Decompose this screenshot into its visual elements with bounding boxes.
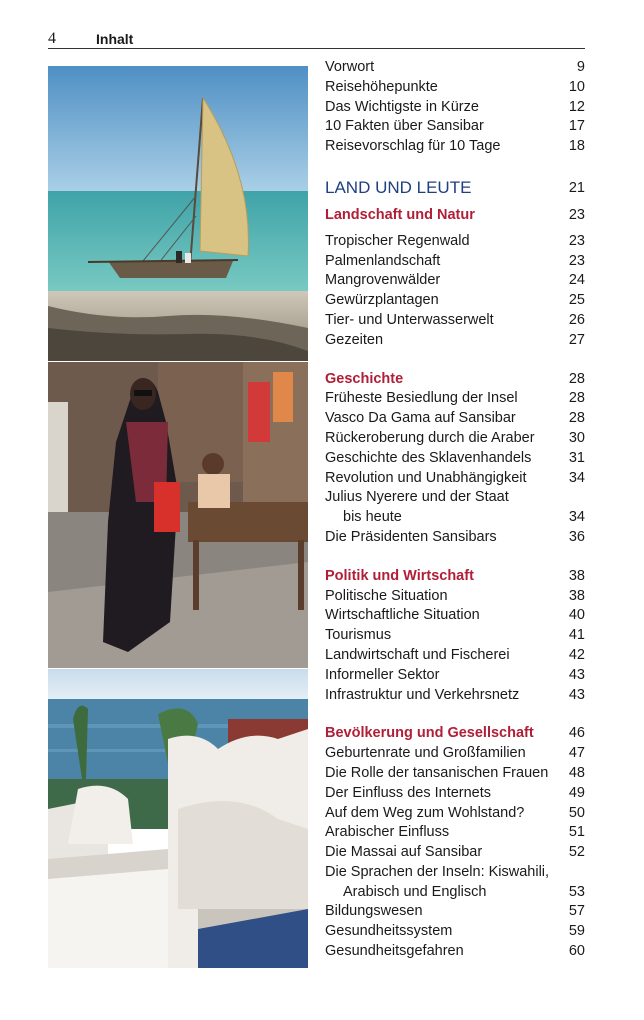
toc-title: Reisevorschlag für 10 Tage bbox=[325, 138, 501, 155]
toc-page-number: 53 bbox=[568, 883, 585, 900]
toc-page-number: 43 bbox=[568, 686, 585, 703]
toc-spacer bbox=[325, 548, 585, 567]
toc-page-number: 24 bbox=[568, 272, 585, 289]
toc-title: Landschaft und Natur bbox=[325, 206, 475, 223]
toc-spacer bbox=[325, 157, 585, 176]
toc-title: Julius Nyerere und der Staat bbox=[325, 489, 509, 506]
toc-spacer bbox=[325, 705, 585, 724]
toc-page-number: 31 bbox=[568, 449, 585, 466]
toc-entry[interactable] bbox=[325, 469, 585, 489]
toc-spacer bbox=[325, 351, 585, 370]
toc-entry[interactable] bbox=[325, 666, 585, 686]
toc-page-number: 51 bbox=[568, 824, 585, 841]
toc-page-number: 60 bbox=[568, 943, 585, 960]
toc-title: Vasco Da Gama auf Sansibar bbox=[325, 410, 516, 427]
toc-title: Reisehöhepunkte bbox=[325, 78, 438, 95]
toc-page-number: 27 bbox=[568, 331, 585, 348]
toc-title: Das Wichtigste in Kürze bbox=[325, 98, 479, 115]
toc-entry[interactable] bbox=[325, 252, 585, 272]
toc-title: Rückeroberung durch die Araber bbox=[325, 429, 535, 446]
woman-in-street-photo bbox=[48, 362, 308, 668]
toc-page-number: 34 bbox=[568, 509, 585, 526]
toc-page-number: 49 bbox=[568, 784, 585, 801]
toc-page-number: 42 bbox=[568, 646, 585, 663]
toc-entry[interactable] bbox=[325, 488, 585, 508]
toc-title: Arabischer Einfluss bbox=[325, 824, 450, 841]
toc-title: Informeller Sektor bbox=[325, 666, 440, 683]
toc-entry[interactable] bbox=[325, 922, 585, 942]
page-header bbox=[48, 30, 585, 49]
toc-entry[interactable] bbox=[325, 843, 585, 863]
toc-page-number: 18 bbox=[568, 138, 585, 155]
toc-page-number: 26 bbox=[568, 311, 585, 328]
toc-entry[interactable] bbox=[325, 784, 585, 804]
toc-entry[interactable] bbox=[325, 429, 585, 449]
toc-entry[interactable] bbox=[325, 389, 585, 409]
toc-page-number: 46 bbox=[568, 725, 585, 742]
toc-entry[interactable] bbox=[325, 804, 585, 824]
toc-page-number: 30 bbox=[568, 429, 585, 446]
toc-title: Gesundheitsgefahren bbox=[325, 943, 464, 960]
toc-page-number: 23 bbox=[568, 206, 585, 223]
toc-title: Wirtschaftliche Situation bbox=[325, 607, 480, 624]
toc-title: Landwirtschaft und Fischerei bbox=[325, 646, 510, 663]
page-number: 4 bbox=[48, 30, 56, 47]
toc-page-number: 23 bbox=[568, 232, 585, 249]
toc-entry[interactable] bbox=[325, 291, 585, 311]
toc-page-number: 52 bbox=[568, 844, 585, 861]
toc-entry-continuation[interactable] bbox=[325, 883, 585, 903]
toc-page-number: 21 bbox=[568, 179, 585, 196]
toc-page-number: 59 bbox=[568, 923, 585, 940]
toc-entry[interactable] bbox=[325, 137, 585, 157]
toc-title: Infrastruktur und Verkehrsnetz bbox=[325, 686, 520, 703]
toc-page-number: 28 bbox=[568, 390, 585, 407]
toc-title: Die Rolle der tansanischen Frauen bbox=[325, 764, 549, 781]
toc-entry[interactable] bbox=[325, 764, 585, 784]
toc-section-heading[interactable] bbox=[325, 370, 585, 390]
toc-title: Tropischer Regenwald bbox=[325, 232, 470, 249]
toc-title: Vorwort bbox=[325, 59, 375, 75]
toc-page-number: 28 bbox=[568, 410, 585, 427]
toc-title: Früheste Besiedlung der Insel bbox=[325, 390, 518, 407]
toc-entry[interactable] bbox=[325, 449, 585, 469]
toc-page-number: 47 bbox=[568, 745, 585, 762]
toc-entry[interactable] bbox=[325, 686, 585, 706]
toc-chapter-heading[interactable] bbox=[325, 176, 585, 200]
toc-page-number: 28 bbox=[568, 370, 585, 387]
toc-entry[interactable] bbox=[325, 117, 585, 137]
toc-entry[interactable] bbox=[325, 646, 585, 666]
toc-title: bis heute bbox=[343, 509, 402, 526]
toc-entry[interactable] bbox=[325, 528, 585, 548]
toc-title: Auf dem Weg zum Wohlstand? bbox=[325, 804, 525, 821]
rooftop-harbor-view-photo bbox=[48, 669, 308, 968]
toc-entry[interactable] bbox=[325, 863, 585, 883]
toc-entry[interactable] bbox=[325, 606, 585, 626]
toc-page-number: 25 bbox=[568, 292, 585, 309]
toc-entry[interactable] bbox=[325, 823, 585, 843]
toc-page-number: 34 bbox=[568, 469, 585, 486]
toc-entry[interactable] bbox=[325, 587, 585, 607]
toc-section-heading[interactable] bbox=[325, 724, 585, 744]
toc-title: Die Massai auf Sansibar bbox=[325, 844, 483, 861]
toc-title: Die Präsidenten Sansibars bbox=[325, 528, 497, 545]
toc-title: Gewürzplantagen bbox=[325, 292, 439, 309]
toc-page-number: 38 bbox=[568, 567, 585, 584]
toc-title: Politik und Wirtschaft bbox=[325, 567, 474, 584]
toc-title: Tourismus bbox=[325, 627, 392, 644]
toc-page-number: 50 bbox=[568, 804, 585, 821]
toc-title: Arabisch und Englisch bbox=[343, 883, 487, 900]
toc-page-number: 40 bbox=[568, 607, 585, 624]
toc-title: Revolution und Unabhängigkeit bbox=[325, 469, 527, 486]
toc-entry[interactable] bbox=[325, 98, 585, 118]
toc-page-number: 41 bbox=[568, 627, 585, 644]
toc-entry[interactable] bbox=[325, 271, 585, 291]
toc-entry[interactable] bbox=[325, 902, 585, 922]
toc-entry[interactable] bbox=[325, 232, 585, 252]
toc-title: Geburtenrate und Großfamilien bbox=[325, 745, 526, 762]
toc-entry[interactable] bbox=[325, 942, 585, 962]
toc-entry[interactable] bbox=[325, 626, 585, 646]
toc-page-number: 43 bbox=[568, 666, 585, 683]
toc-title: Der Einfluss des Internets bbox=[325, 784, 492, 801]
toc-title: Gesundheitssystem bbox=[325, 923, 453, 940]
toc-title: Gezeiten bbox=[325, 331, 384, 348]
toc-entry[interactable] bbox=[325, 58, 585, 78]
toc-title: Politische Situation bbox=[325, 587, 448, 604]
toc-entry[interactable] bbox=[325, 409, 585, 429]
toc-entry[interactable] bbox=[325, 744, 585, 764]
toc-page-number: 12 bbox=[568, 98, 585, 115]
toc-page-number: 57 bbox=[568, 903, 585, 920]
running-head: Inhalt bbox=[96, 31, 134, 47]
toc-page-number: 38 bbox=[568, 587, 585, 604]
toc-title: Geschichte bbox=[325, 370, 404, 387]
table-of-contents bbox=[325, 58, 585, 962]
toc-title: Die Sprachen der Inseln: Kiswahili, bbox=[325, 863, 550, 880]
toc-title: 10 Fakten über Sansibar bbox=[325, 118, 484, 135]
toc-page-number: 48 bbox=[568, 764, 585, 781]
toc-title: LAND UND LEUTE bbox=[325, 177, 472, 197]
dhow-sailboat-beach-photo bbox=[48, 66, 308, 361]
toc-section-heading[interactable] bbox=[325, 567, 585, 587]
toc-entry[interactable] bbox=[325, 78, 585, 98]
toc-title: Bevölkerung und Gesellschaft bbox=[325, 725, 534, 742]
toc-section-heading[interactable] bbox=[325, 206, 585, 226]
toc-page-number: 36 bbox=[568, 528, 585, 545]
toc-title: Tier- und Unterwasserwelt bbox=[325, 311, 494, 328]
toc-page-number: 17 bbox=[568, 118, 585, 135]
toc-title: Palmenlandschaft bbox=[325, 252, 441, 269]
toc-page-number: 10 bbox=[568, 78, 585, 95]
toc-page-number: 23 bbox=[568, 252, 585, 269]
toc-page-number: 9 bbox=[576, 59, 585, 75]
toc-title: Mangrovenwälder bbox=[325, 272, 441, 289]
toc-entry-continuation[interactable] bbox=[325, 508, 585, 528]
toc-title: Geschichte des Sklavenhandels bbox=[325, 449, 532, 466]
toc-title: Bildungswesen bbox=[325, 903, 423, 920]
toc-entry[interactable] bbox=[325, 331, 585, 351]
toc-entry[interactable] bbox=[325, 311, 585, 331]
